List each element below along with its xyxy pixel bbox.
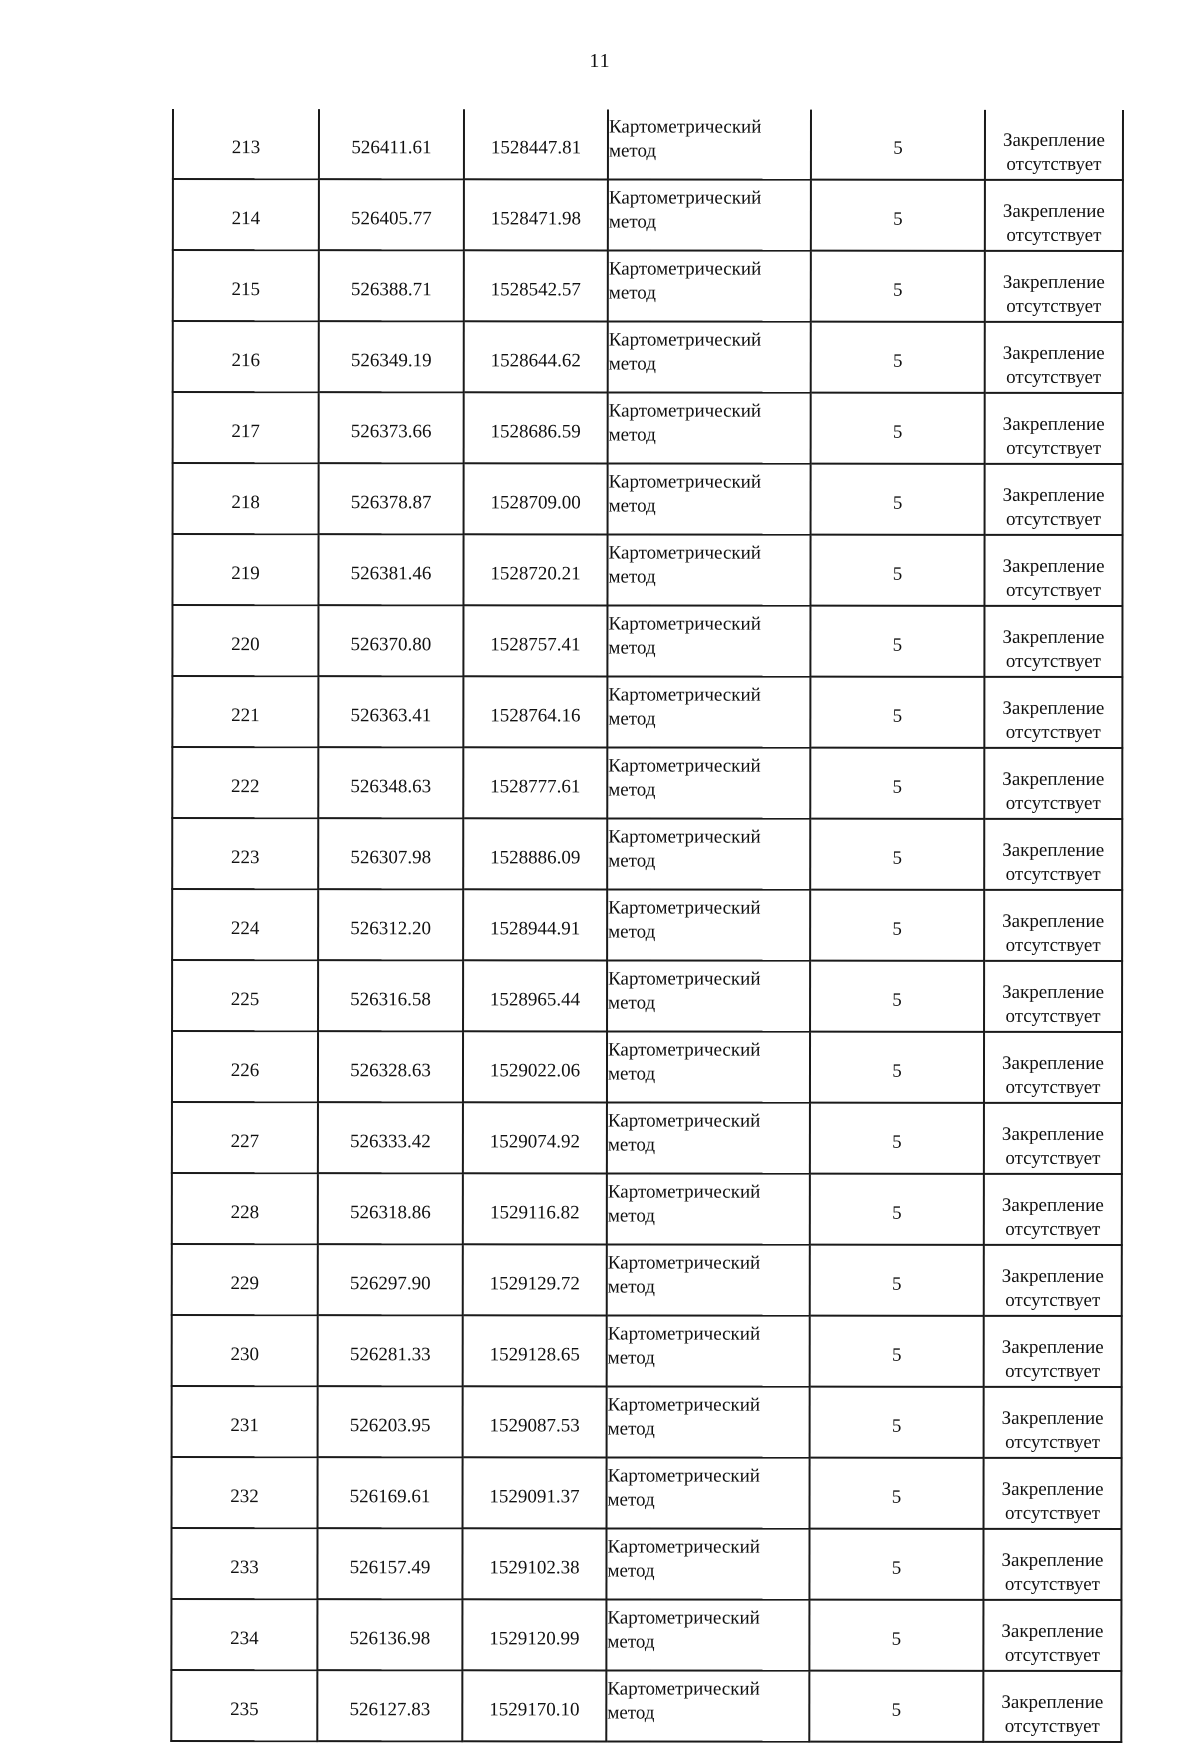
x-coordinate-cell: 526136.98 xyxy=(317,1599,462,1670)
fixing-text-line-2: отсутствует xyxy=(1005,1005,1101,1027)
y-coordinate-cell: 1528686.59 xyxy=(464,392,608,463)
fixing-cell xyxy=(984,535,1122,606)
method-cell xyxy=(607,1244,810,1315)
fixing-text-line-2: отсутствует xyxy=(1005,863,1101,885)
method-text-line-1: Картометрический xyxy=(608,187,762,209)
method-cell xyxy=(607,818,810,889)
accuracy-cell: 5 xyxy=(811,322,985,393)
y-coordinate-cell: 1529170.10 xyxy=(462,1670,606,1741)
fixing-text-line-1: Закрепление xyxy=(1002,910,1105,932)
method-text-line-2: метод xyxy=(607,1276,655,1298)
method-text-line-1: Картометрический xyxy=(607,1465,761,1487)
fixing-text-line-1: Закрепление xyxy=(1002,484,1105,506)
accuracy-cell: 5 xyxy=(810,1032,984,1103)
accuracy-cell: 5 xyxy=(810,1458,984,1529)
y-coordinate-cell: 1529128.65 xyxy=(463,1315,607,1386)
method-text-line-2: метод xyxy=(607,1205,655,1227)
fixing-text-line-1: Закрепление xyxy=(1001,1478,1104,1500)
accuracy-cell: 5 xyxy=(810,1316,984,1387)
method-text-line-1: Картометрический xyxy=(607,1323,761,1345)
method-text-line-2: метод xyxy=(607,1134,656,1156)
method-cell xyxy=(608,250,811,321)
point-number-cell: 221 xyxy=(172,676,318,747)
method-text-line-2: метод xyxy=(608,282,656,304)
fixing-cell xyxy=(984,1387,1122,1458)
accuracy-cell: 5 xyxy=(811,464,985,535)
fixing-cell xyxy=(985,110,1123,180)
table-row xyxy=(172,1244,1122,1316)
y-coordinate-cell: 1528777.61 xyxy=(463,747,607,818)
fixing-text-line-2: отсутствует xyxy=(1005,792,1101,814)
table-row xyxy=(172,605,1122,677)
method-text-line-2: метод xyxy=(608,708,656,730)
table-row xyxy=(172,1102,1122,1174)
table-row xyxy=(172,1173,1122,1245)
fixing-text-line-2: отсутствует xyxy=(1005,1431,1101,1453)
y-coordinate-cell: 1529102.38 xyxy=(462,1528,606,1599)
y-coordinate-cell: 1528542.57 xyxy=(464,250,608,321)
y-coordinate-cell: 1528644.62 xyxy=(464,321,608,392)
method-text-line-2: метод xyxy=(608,211,657,233)
point-number-cell: 225 xyxy=(172,960,318,1031)
point-number-cell: 218 xyxy=(173,463,319,534)
fixing-text-line-1: Закрепление xyxy=(1001,1407,1104,1429)
method-cell xyxy=(607,1173,810,1244)
fixing-text-line-2: отсутствует xyxy=(1005,1147,1101,1169)
table-row xyxy=(173,109,1123,180)
point-number-cell: 232 xyxy=(172,1457,318,1528)
method-cell xyxy=(607,1102,810,1173)
method-text-line-2: метод xyxy=(608,140,657,162)
accuracy-cell: 5 xyxy=(811,180,985,251)
x-coordinate-cell: 526363.41 xyxy=(318,676,463,747)
method-text-line-1: Картометрический xyxy=(608,755,761,777)
x-coordinate-cell: 526281.33 xyxy=(318,1315,463,1386)
fixing-text-line-1: Закрепление xyxy=(1002,626,1105,648)
fixing-text-line-2: отсутствует xyxy=(1005,650,1101,672)
fixing-text-line-2: отсутствует xyxy=(1006,437,1102,459)
fixing-cell xyxy=(984,890,1122,961)
accuracy-cell: 5 xyxy=(810,606,984,677)
x-coordinate-cell: 526405.77 xyxy=(319,179,464,250)
method-text-line-1: Картометрический xyxy=(607,1181,761,1203)
fixing-text-line-2: отсутствует xyxy=(1004,1715,1100,1737)
method-text-line-1: Картометрический xyxy=(607,1394,761,1416)
x-coordinate-cell: 526203.95 xyxy=(318,1386,463,1457)
accuracy-cell: 5 xyxy=(809,1671,983,1742)
x-coordinate-cell: 526378.87 xyxy=(319,463,464,534)
point-number-cell: 215 xyxy=(173,250,319,321)
point-number-cell: 222 xyxy=(172,747,318,818)
method-cell xyxy=(608,321,811,392)
accuracy-cell: 5 xyxy=(810,535,984,606)
table-row xyxy=(172,1386,1122,1458)
y-coordinate-cell: 1529087.53 xyxy=(463,1386,607,1457)
fixing-cell xyxy=(985,180,1123,251)
method-text-line-1: Картометрический xyxy=(607,1110,761,1132)
accuracy-cell: 5 xyxy=(810,1245,984,1316)
table-row xyxy=(173,321,1123,393)
method-text-line-2: метод xyxy=(608,566,656,588)
fixing-cell xyxy=(983,1529,1121,1600)
fixing-text-line-2: отсутствует xyxy=(1004,1644,1100,1666)
point-number-cell: 220 xyxy=(172,605,318,676)
method-cell xyxy=(606,1670,809,1741)
fixing-text-line-1: Закрепление xyxy=(1002,697,1105,719)
x-coordinate-cell: 526318.86 xyxy=(318,1173,463,1244)
y-coordinate-cell: 1528709.00 xyxy=(464,463,608,534)
table-row xyxy=(172,534,1122,606)
y-coordinate-cell: 1528471.98 xyxy=(464,179,608,250)
point-number-cell: 226 xyxy=(172,1031,318,1102)
accuracy-cell: 5 xyxy=(810,890,984,961)
method-text-line-2: метод xyxy=(608,424,656,446)
fixing-cell xyxy=(984,1032,1122,1103)
point-number-cell: 217 xyxy=(173,392,319,463)
fixing-text-line-2: отсутствует xyxy=(1005,721,1101,743)
x-coordinate-cell: 526328.63 xyxy=(318,1031,463,1102)
method-cell xyxy=(607,676,810,747)
table-row xyxy=(172,676,1122,748)
point-number-cell: 231 xyxy=(172,1386,318,1457)
fixing-text-line-1: Закрепление xyxy=(1002,271,1105,293)
method-text-line-2: метод xyxy=(607,1631,655,1653)
method-text-line-1: Картометрический xyxy=(607,1252,761,1274)
fixing-cell xyxy=(984,1245,1122,1316)
point-number-cell: 228 xyxy=(172,1173,318,1244)
fixing-text-line-1: Закрепление xyxy=(1001,1123,1104,1145)
fixing-cell xyxy=(985,393,1123,464)
fixing-text-line-1: Закрепление xyxy=(1002,200,1105,222)
y-coordinate-cell: 1528886.09 xyxy=(463,818,607,889)
method-text-line-1: Картометрический xyxy=(608,897,761,919)
table-row xyxy=(172,960,1122,1032)
method-cell xyxy=(607,747,810,818)
fixing-text-line-2: отсутствует xyxy=(1005,1218,1101,1240)
fixing-text-line-2: отсутствует xyxy=(1006,295,1102,317)
fixing-text-line-1: Закрепление xyxy=(1001,1265,1104,1287)
fixing-text-line-1: Закрепление xyxy=(1002,342,1105,364)
method-text-line-1: Картометрический xyxy=(608,400,762,422)
method-text-line-2: метод xyxy=(607,1347,655,1369)
point-number-cell: 235 xyxy=(171,1670,317,1741)
accuracy-cell: 5 xyxy=(810,961,984,1032)
point-number-cell: 223 xyxy=(172,818,318,889)
fixing-text-line-2: отсутствует xyxy=(1005,579,1102,601)
accuracy-cell: 5 xyxy=(811,393,985,464)
fixing-cell xyxy=(985,464,1123,535)
method-text-line-1: Картометрический xyxy=(608,329,762,351)
point-number-cell: 213 xyxy=(173,109,319,179)
fixing-text-line-1: Закрепление xyxy=(1001,1620,1104,1642)
fixing-cell xyxy=(985,251,1123,322)
method-text-line-1: Картометрический xyxy=(608,613,761,635)
accuracy-cell: 5 xyxy=(809,1529,983,1600)
table-row xyxy=(172,1031,1122,1103)
point-number-cell: 219 xyxy=(172,534,318,605)
method-cell xyxy=(607,960,810,1031)
table-row xyxy=(173,392,1123,464)
method-cell xyxy=(608,109,811,179)
fixing-text-line-1: Закрепление xyxy=(1002,555,1105,577)
method-cell xyxy=(606,1528,809,1599)
table-row xyxy=(171,1670,1121,1742)
fixing-text-line-2: отсутствует xyxy=(1004,1573,1100,1595)
method-text-line-2: метод xyxy=(608,850,656,872)
method-text-line-1: Картометрический xyxy=(608,1039,761,1061)
y-coordinate-cell: 1529091.37 xyxy=(463,1457,607,1528)
method-text-line-2: метод xyxy=(607,1560,655,1582)
method-cell xyxy=(608,179,811,250)
method-cell xyxy=(607,534,810,605)
fixing-text-line-1: Закрепление xyxy=(1001,1549,1104,1571)
method-text-line-1: Картометрический xyxy=(607,1536,760,1558)
method-text-line-1: Картометрический xyxy=(608,826,761,848)
method-text-line-2: метод xyxy=(608,779,656,801)
x-coordinate-cell: 526388.71 xyxy=(319,250,464,321)
fixing-cell xyxy=(984,1458,1122,1529)
fixing-text-line-2: отсутствует xyxy=(1005,1360,1101,1382)
method-cell xyxy=(607,1031,810,1102)
table-row xyxy=(172,1315,1122,1387)
accuracy-cell: 5 xyxy=(810,819,984,890)
fixing-cell xyxy=(984,606,1122,677)
fixing-cell xyxy=(984,1174,1122,1245)
y-coordinate-cell: 1528447.81 xyxy=(464,109,608,179)
y-coordinate-cell: 1529022.06 xyxy=(463,1031,607,1102)
x-coordinate-cell: 526411.61 xyxy=(319,109,464,179)
x-coordinate-cell: 526157.49 xyxy=(317,1528,462,1599)
x-coordinate-cell: 526169.61 xyxy=(318,1457,463,1528)
point-number-cell: 229 xyxy=(172,1244,318,1315)
y-coordinate-cell: 1529074.92 xyxy=(463,1102,607,1173)
method-cell xyxy=(608,463,811,534)
coordinates-table xyxy=(170,109,1124,1743)
fixing-text-line-1: Закрепление xyxy=(1002,981,1105,1003)
accuracy-cell: 5 xyxy=(811,110,985,180)
fixing-cell xyxy=(984,677,1122,748)
fixing-text-line-2: отсутствует xyxy=(1005,1289,1101,1311)
method-cell xyxy=(607,1386,810,1457)
method-text-line-2: метод xyxy=(607,1063,656,1085)
method-text-line-1: Картометрический xyxy=(608,542,761,564)
method-text-line-1: Картометрический xyxy=(608,471,762,493)
fixing-text-line-2: отсутствует xyxy=(1004,1502,1101,1524)
point-number-cell: 216 xyxy=(173,321,319,392)
fixing-text-line-2: отсутствует xyxy=(1006,508,1102,530)
x-coordinate-cell: 526127.83 xyxy=(317,1670,462,1741)
y-coordinate-cell: 1528965.44 xyxy=(463,960,607,1031)
y-coordinate-cell: 1528757.41 xyxy=(463,605,607,676)
method-text-line-2: метод xyxy=(608,495,656,517)
table-row xyxy=(173,463,1123,535)
fixing-text-line-1: Закрепление xyxy=(1001,1691,1104,1713)
fixing-cell xyxy=(984,961,1122,1032)
method-text-line-1: Картометрический xyxy=(608,258,762,280)
y-coordinate-cell: 1529129.72 xyxy=(463,1244,607,1315)
fixing-text-line-1: Закрепление xyxy=(1001,1336,1104,1358)
table-row xyxy=(173,250,1123,322)
fixing-text-line-2: отсутствует xyxy=(1005,1076,1101,1098)
method-cell xyxy=(608,392,811,463)
point-number-cell: 230 xyxy=(172,1315,318,1386)
accuracy-cell: 5 xyxy=(810,1387,984,1458)
y-coordinate-cell: 1529120.99 xyxy=(462,1599,606,1670)
table-row xyxy=(172,889,1122,961)
fixing-cell xyxy=(984,1316,1122,1387)
fixing-cell xyxy=(983,1671,1121,1742)
fixing-cell xyxy=(984,748,1122,819)
fixing-text-line-1: Закрепление xyxy=(1002,839,1105,861)
point-number-cell: 224 xyxy=(172,889,318,960)
fixing-text-line-2: отсутствует xyxy=(1006,366,1102,388)
x-coordinate-cell: 526316.58 xyxy=(318,960,463,1031)
method-cell xyxy=(607,605,810,676)
x-coordinate-cell: 526349.19 xyxy=(319,321,464,392)
method-cell xyxy=(606,1599,809,1670)
accuracy-cell: 5 xyxy=(810,1174,984,1245)
method-text-line-2: метод xyxy=(608,992,656,1014)
method-cell xyxy=(607,889,810,960)
fixing-cell xyxy=(984,1103,1122,1174)
accuracy-cell: 5 xyxy=(811,251,985,322)
x-coordinate-cell: 526373.66 xyxy=(319,392,464,463)
method-text-line-1: Картометрический xyxy=(607,1607,760,1629)
method-text-line-1: Картометрический xyxy=(608,116,762,138)
point-number-cell: 233 xyxy=(171,1528,317,1599)
method-text-line-2: метод xyxy=(607,1702,655,1724)
y-coordinate-cell: 1528720.21 xyxy=(463,534,607,605)
accuracy-cell: 5 xyxy=(810,677,984,748)
x-coordinate-cell: 526297.90 xyxy=(318,1244,463,1315)
method-text-line-1: Картометрический xyxy=(608,968,761,990)
method-cell xyxy=(607,1315,810,1386)
table-row xyxy=(172,818,1122,890)
fixing-text-line-1: Закрепление xyxy=(1002,129,1105,151)
point-number-cell: 227 xyxy=(172,1102,318,1173)
method-cell xyxy=(607,1457,810,1528)
fixing-cell xyxy=(983,1600,1121,1671)
point-number-cell: 214 xyxy=(173,179,319,250)
x-coordinate-cell: 526312.20 xyxy=(318,889,463,960)
y-coordinate-cell: 1528764.16 xyxy=(463,676,607,747)
fixing-text-line-1: Закрепление xyxy=(1002,413,1105,435)
fixing-text-line-1: Закрепление xyxy=(1002,1052,1104,1074)
accuracy-cell: 5 xyxy=(809,1600,983,1671)
table-row xyxy=(172,1457,1122,1529)
method-text-line-2: метод xyxy=(608,353,656,375)
page-number: 11 xyxy=(589,50,611,72)
method-text-line-2: метод xyxy=(607,1418,655,1440)
method-text-line-1: Картометрический xyxy=(608,684,761,706)
method-text-line-2: метод xyxy=(607,1489,655,1511)
y-coordinate-cell: 1529116.82 xyxy=(463,1173,607,1244)
fixing-text-line-2: отсутствует xyxy=(1006,224,1102,246)
accuracy-cell: 5 xyxy=(810,1103,984,1174)
fixing-cell xyxy=(985,322,1123,393)
accuracy-cell: 5 xyxy=(810,748,984,819)
fixing-text-line-1: Закрепление xyxy=(1002,768,1105,790)
method-text-line-1: Картометрический xyxy=(607,1678,760,1700)
fixing-text-line-2: отсутствует xyxy=(1006,153,1102,175)
x-coordinate-cell: 526307.98 xyxy=(318,818,463,889)
fixing-text-line-1: Закрепление xyxy=(1001,1194,1104,1216)
point-number-cell: 234 xyxy=(171,1599,317,1670)
fixing-text-line-2: отсутствует xyxy=(1005,934,1101,956)
table-row xyxy=(171,1528,1121,1600)
fixing-cell xyxy=(984,819,1122,890)
table-row xyxy=(173,179,1123,251)
x-coordinate-cell: 526348.63 xyxy=(318,747,463,818)
x-coordinate-cell: 526370.80 xyxy=(318,605,463,676)
x-coordinate-cell: 526381.46 xyxy=(318,534,463,605)
x-coordinate-cell: 526333.42 xyxy=(318,1102,463,1173)
y-coordinate-cell: 1528944.91 xyxy=(463,889,607,960)
table-row xyxy=(171,1599,1121,1671)
method-text-line-2: метод xyxy=(608,637,656,659)
table-row xyxy=(172,747,1122,819)
method-text-line-2: метод xyxy=(608,921,656,943)
table-body xyxy=(171,109,1123,1742)
